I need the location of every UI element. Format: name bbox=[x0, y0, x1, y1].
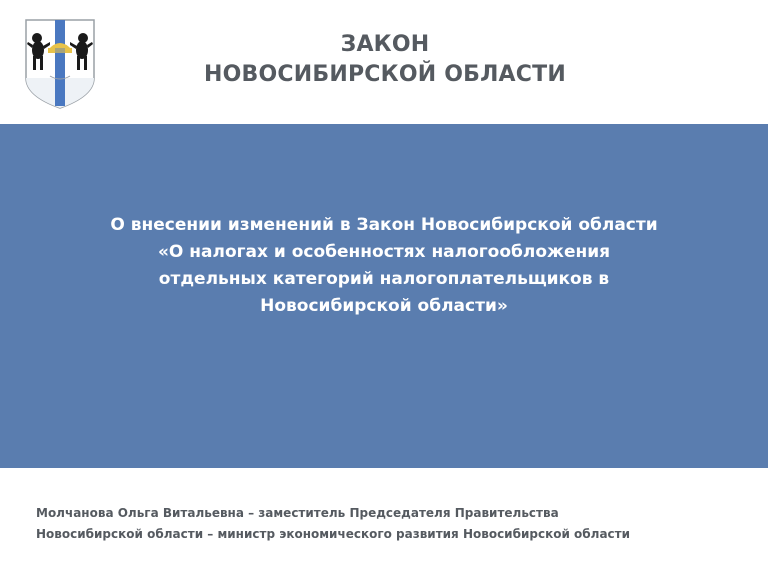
law-title bbox=[40, 212, 728, 320]
law-title-line-4: Новосибирской области» bbox=[260, 296, 508, 316]
title-band bbox=[0, 124, 768, 468]
page-title-line-1: ЗАКОН bbox=[340, 32, 430, 57]
presenter-line-2: Новосибирской области – министр экономического развития Новосибирской области bbox=[36, 527, 631, 541]
law-title-line-2: «О налогах и особенностях налогообложения bbox=[157, 242, 611, 262]
law-title-line-3: отдельных категорий налогоплательщиков в bbox=[158, 269, 610, 289]
presenter-line-1: Молчанова Ольга Витальевна – заместитель Председателя Правительства bbox=[36, 506, 559, 520]
presenter-info bbox=[36, 503, 756, 545]
page-title-line-2: НОВОСИБИРСКОЙ ОБЛАСТИ bbox=[204, 62, 566, 87]
page-title bbox=[150, 30, 620, 90]
law-title-line-1: О внесении изменений в Закон Новосибирской области bbox=[110, 215, 658, 235]
novosibirsk-coat-of-arms-icon bbox=[24, 18, 96, 110]
